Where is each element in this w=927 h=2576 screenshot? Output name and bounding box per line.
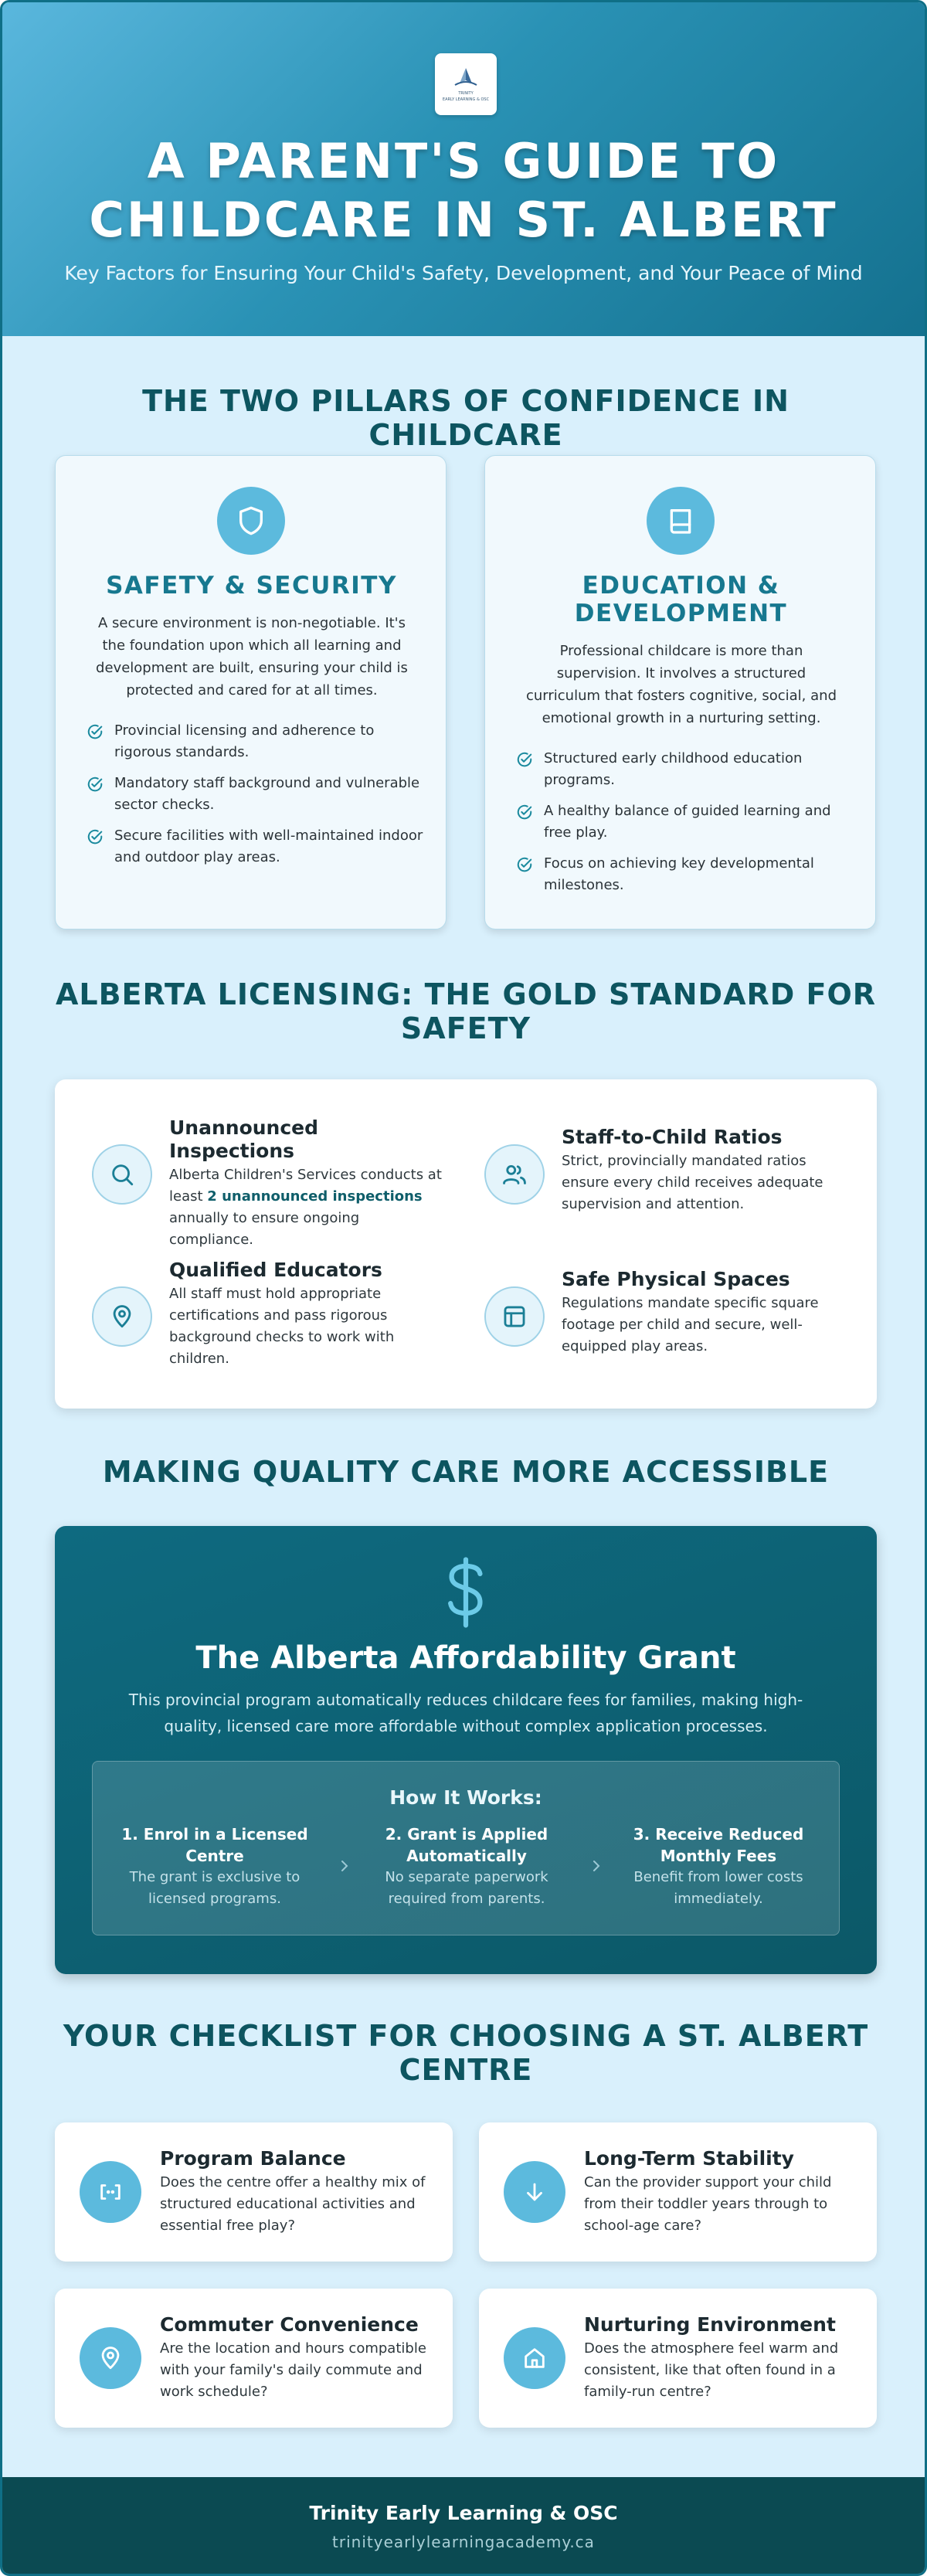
checklist-description: Does the atmosphere feel warm and consistent, like that often found in a family-run centre? xyxy=(584,2340,839,2400)
arrow-down-icon xyxy=(504,2161,565,2223)
page-title-line-2: CHILDCARE IN ST. ALBERT xyxy=(89,192,838,248)
inspections-title: Unannounced Inspections xyxy=(169,1116,319,1162)
footer-business-name: Trinity Early Learning & OSC xyxy=(309,2502,618,2524)
checklist-description: Are the location and hours compatible with your family's daily commute and work schedule? xyxy=(160,2340,426,2400)
checklist-card-nurturing-environment xyxy=(479,2289,877,2428)
checklist-title: Program Balance xyxy=(160,2147,346,2170)
page-title-line-1: A PARENT'S GUIDE TO xyxy=(147,133,780,189)
education-pillar-card xyxy=(484,455,876,929)
list-item: Focus on achieving key developmental milestones. xyxy=(516,853,856,896)
logo-mark-icon xyxy=(450,66,481,90)
step-1: 1. Enrol in a Licensed Centre The grant is exclusive to licensed programs. xyxy=(121,1825,308,1907)
educators-title: Qualified Educators xyxy=(169,1259,382,1281)
search-icon xyxy=(92,1144,152,1205)
education-checklist xyxy=(516,748,856,906)
checklist-title: Long-Term Stability xyxy=(584,2147,794,2170)
checklist-description: Does the centre offer a healthy mix of structured educational activities and essential free play? xyxy=(160,2174,426,2234)
grant-description: This provincial program automatically reduces childcare fees for families, making high-quality, licensed care more affordable without complex application processes. xyxy=(128,1691,803,1735)
checklist-title: Commuter Convenience xyxy=(160,2313,419,2336)
footer xyxy=(2,2477,925,2576)
licensing-section-title: ALBERTA LICENSING: THE GOLD STANDARD FOR SAFETY xyxy=(55,977,877,1045)
list-item: Structured early childhood education programs. xyxy=(516,748,856,791)
check-circle-icon xyxy=(87,776,104,793)
list-item: Secure facilities with well-maintained indoor and outdoor play areas. xyxy=(87,825,426,868)
safety-pillar-card xyxy=(55,455,447,929)
safety-pillar-description: A secure environment is non-negotiable. It's the foundation upon which all learning and development are built, ensuring your child is protected and cared for at all times. xyxy=(96,615,408,698)
step-2: 2. Grant is Applied Automatically No separate paperwork required from parents. xyxy=(385,1825,548,1907)
footer-website-link[interactable]: trinityearlylearningacademy.ca xyxy=(332,2533,595,2551)
page-subtitle: Key Factors for Ensuring Your Child's Safety, Development, and Your Peace of Mind xyxy=(64,262,863,284)
list-item: A healthy balance of guided learning and free play. xyxy=(516,800,856,844)
education-pillar-title: EDUCATION & DEVELOPMENT xyxy=(574,572,788,627)
education-pillar-description: Professional childcare is more than supervision. It involves a structured curriculum that fosters cognitive, social, and emotional growth in a nurturing setting. xyxy=(526,643,837,726)
pillars-section-title: THE TWO PILLARS OF CONFIDENCE IN CHILDCARE xyxy=(142,384,789,452)
list-item: Provincial licensing and adherence to rigorous standards. xyxy=(87,720,426,763)
check-circle-icon xyxy=(516,804,533,821)
location-pin-icon xyxy=(92,1286,152,1347)
code-brackets-icon xyxy=(80,2161,141,2223)
how-it-works-title: How It Works: xyxy=(389,1786,542,1809)
accessibility-section-title: MAKING QUALITY CARE MORE ACCESSIBLE xyxy=(102,1455,830,1489)
location-pin-icon xyxy=(80,2327,141,2389)
header-banner xyxy=(2,2,925,336)
ratios-description: Strict, provincially mandated ratios ensure every child receives adequate supervision and attention. xyxy=(562,1153,823,1212)
book-icon xyxy=(647,487,715,555)
checklist-section-title: YOUR CHECKLIST FOR CHOOSING A ST. ALBERT CENTRE xyxy=(63,2019,869,2087)
licensing-card xyxy=(55,1079,877,1409)
checklist-card-commuter-convenience xyxy=(55,2289,453,2428)
grant-title: The Alberta Affordability Grant xyxy=(195,1640,736,1676)
home-icon xyxy=(504,2327,565,2389)
chevron-right-icon xyxy=(590,1857,603,1878)
list-item: Mandatory staff background and vulnerable sector checks. xyxy=(87,773,426,816)
check-circle-icon xyxy=(516,856,533,873)
spaces-title: Safe Physical Spaces xyxy=(562,1268,790,1290)
spaces-description: Regulations mandate specific square footage per child and secure, well-equipped play areas. xyxy=(562,1295,819,1354)
step-3: 3. Receive Reduced Monthly Fees Benefit from lower costs immediately. xyxy=(633,1825,804,1907)
how-it-works-panel xyxy=(92,1761,840,1935)
logo xyxy=(435,53,497,115)
inspections-description: Alberta Children's Services conducts at least 2 unannounced inspections annually to ensure ongoing compliance. xyxy=(169,1167,442,1248)
safety-checklist xyxy=(87,720,426,878)
inspections-count: 2 unannounced inspections xyxy=(207,1188,423,1205)
grant-card xyxy=(55,1526,877,1974)
check-circle-icon xyxy=(87,828,104,845)
layout-icon xyxy=(484,1286,545,1347)
shield-icon xyxy=(217,487,285,555)
logo-subtext: EARLY LEARNING & OSC xyxy=(442,97,490,102)
checklist-description: Can the provider support your child from their toddler years through to school-age care? xyxy=(584,2174,832,2234)
dollar-icon xyxy=(440,1557,492,1631)
educators-description: All staff must hold appropriate certifications and pass rigorous background checks to work with children. xyxy=(169,1286,395,1367)
chevron-right-icon xyxy=(338,1857,351,1878)
check-circle-icon xyxy=(87,723,104,740)
ratios-title: Staff-to-Child Ratios xyxy=(562,1126,783,1148)
checklist-card-long-term-stability xyxy=(479,2122,877,2262)
logo-text: TRINITY xyxy=(458,91,474,96)
check-circle-icon xyxy=(516,751,533,768)
page-title xyxy=(2,132,925,250)
users-icon xyxy=(484,1144,545,1205)
safety-pillar-title: SAFETY & SECURITY xyxy=(106,572,397,600)
checklist-card-program-balance xyxy=(55,2122,453,2262)
checklist-title: Nurturing Environment xyxy=(584,2313,836,2336)
